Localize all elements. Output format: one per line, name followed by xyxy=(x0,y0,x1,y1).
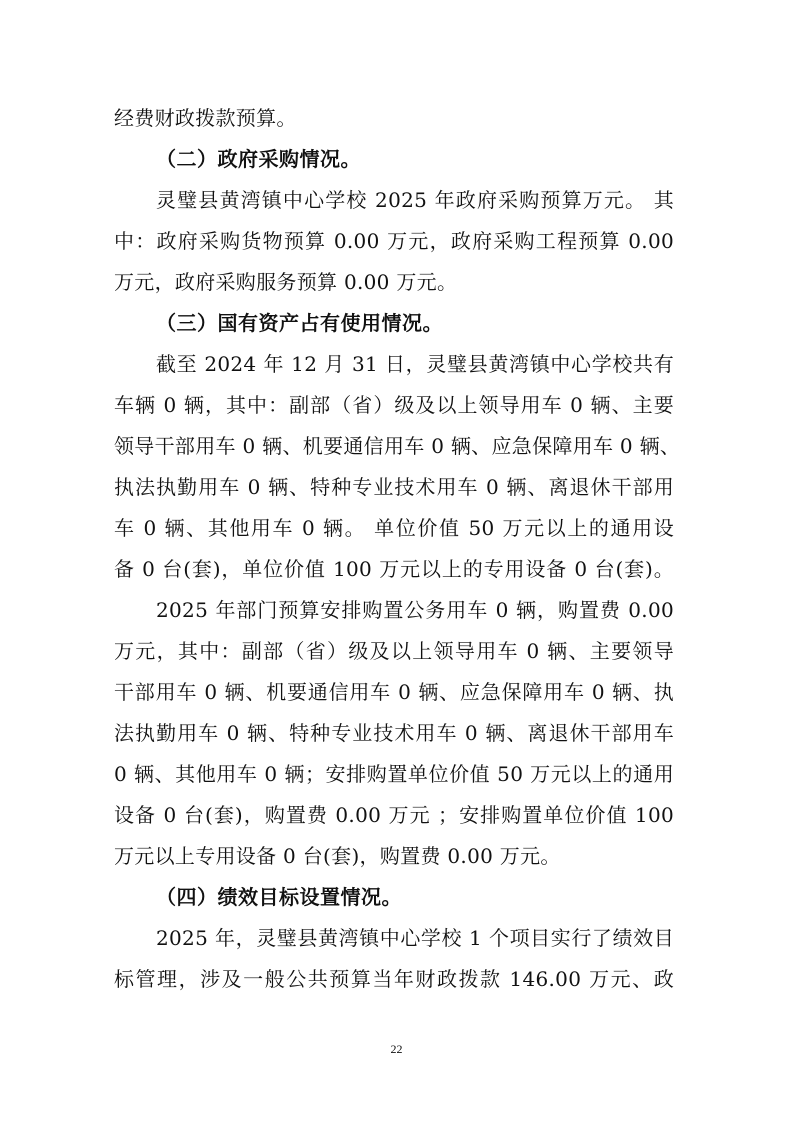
paragraph-line: 干部用车 0 辆、机要通信用车 0 辆、应急保障用车 0 辆、执 xyxy=(114,680,674,704)
paragraph-line: 设备 0 台(套)，购置费 0.00 万元 ；安排购置单位价值 100 xyxy=(114,803,674,827)
paragraph-line: 领导干部用车 0 辆、机要通信用车 0 辆、应急保障用车 0 辆、 xyxy=(114,434,681,458)
page-number: 22 xyxy=(390,1042,403,1056)
paragraph-line: 备 0 台(套)，单位价值 100 万元以上的专用设备 0 台(套)。 xyxy=(114,557,674,581)
paragraph-line: 执法执勤用车 0 辆、特种专业技术用车 0 辆、离退休干部用 xyxy=(114,475,674,499)
paragraph-line: 0 辆、其他用车 0 辆；安排购置单位价值 50 万元以上的通用 xyxy=(114,762,674,786)
paragraph-line: 2025 年部门预算安排购置公务用车 0 辆，购置费 0.00 xyxy=(156,598,674,622)
paragraph-line: 中：政府采购货物预算 0.00 万元，政府采购工程预算 0.00 xyxy=(114,229,674,253)
paragraph-line: 车辆 0 辆，其中：副部（省）级及以上领导用车 0 辆、主要 xyxy=(114,393,674,417)
paragraph-line: 2025 年，灵璧县黄湾镇中心学校 1 个项目实行了绩效目 xyxy=(156,926,674,950)
paragraph-line: 标管理，涉及一般公共预算当年财政拨款 146.00 万元、政 xyxy=(114,967,674,991)
paragraph-line: 万元，其中：副部（省）级及以上领导用车 0 辆、主要领导 xyxy=(114,639,674,663)
document-body xyxy=(114,98,681,1000)
paragraph-line: 法执勤用车 0 辆、特种专业技术用车 0 辆、离退休干部用车 xyxy=(114,721,674,745)
paragraph-line: 车 0 辆、其他用车 0 辆。 单位价值 50 万元以上的通用设 xyxy=(114,516,674,540)
paragraph-line: 经费财政拨款预算。 xyxy=(114,106,297,130)
section-heading: （二）政府采购情况。 xyxy=(156,147,361,171)
paragraph-line: 灵璧县黄湾镇中心学校 2025 年政府采购预算万元。 其 xyxy=(156,188,674,212)
section-heading: （四）绩效目标设置情况。 xyxy=(156,885,402,909)
paragraph-line: 截至 2024 年 12 月 31 日，灵璧县黄湾镇中心学校共有 xyxy=(156,352,674,376)
section-heading: （三）国有资产占有使用情况。 xyxy=(156,311,443,335)
paragraph-line: 万元以上专用设备 0 台(套)，购置费 0.00 万元。 xyxy=(114,844,561,868)
paragraph-line: 万元，政府采购服务预算 0.00 万元。 xyxy=(114,270,458,294)
